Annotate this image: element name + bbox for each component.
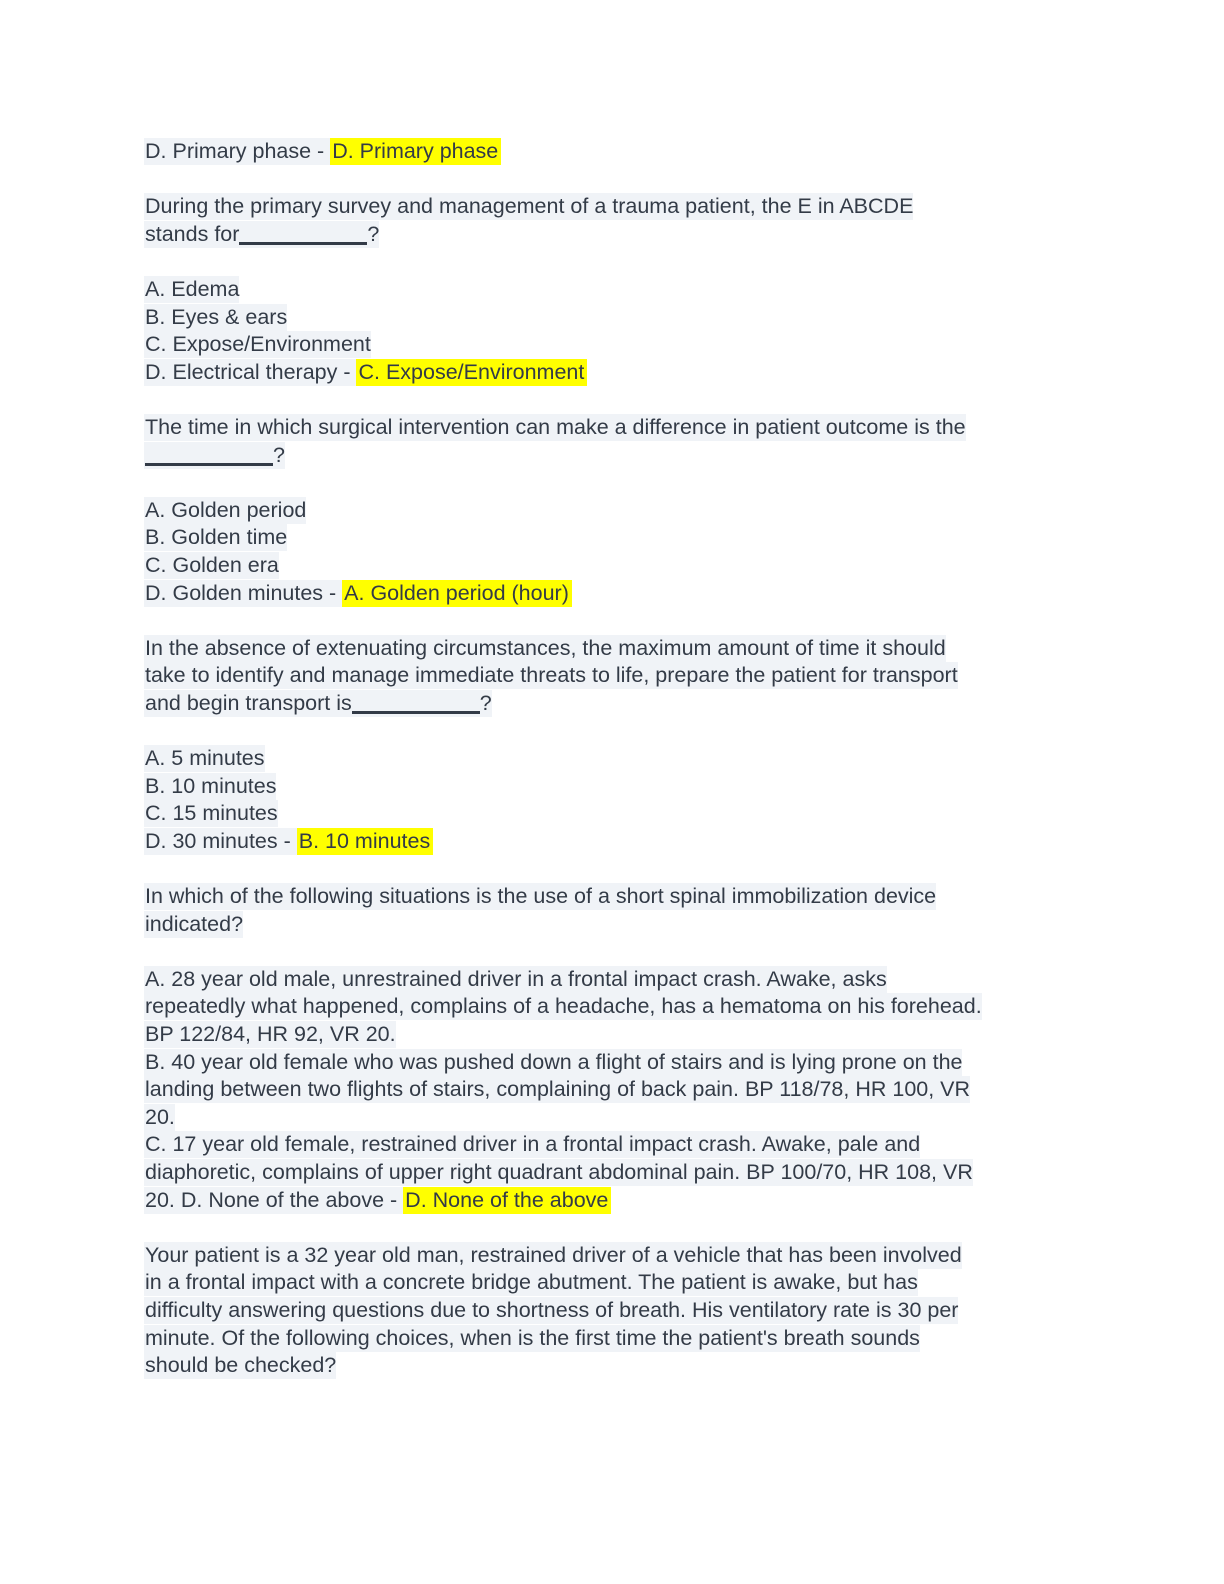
answer-highlight: C. Expose/Environment: [356, 359, 587, 386]
option-text: A. Golden period: [145, 497, 307, 522]
option-text: repeatedly what happened, complains of a headache, has a hematoma on his forehead.: [145, 994, 982, 1019]
answer-blank: [352, 711, 480, 714]
option-line: [144, 1021, 1104, 1049]
text-line: [144, 442, 1104, 470]
question-text-after-blank: ?: [367, 221, 380, 246]
question-block-breath-sounds: [144, 1242, 1104, 1380]
option-text: A. Edema: [145, 276, 240, 301]
option-line: [144, 745, 1104, 773]
option-text: C. Expose/Environment: [145, 332, 371, 357]
option-line: [144, 1104, 1104, 1132]
option-text: diaphoretic, complains of upper right quadrant abdominal pain. BP 100/70, HR 108, VR: [145, 1159, 973, 1184]
option-line: [144, 524, 1104, 552]
question-text-after-blank: ?: [479, 690, 492, 715]
option-line: [144, 993, 1104, 1021]
question-text: Your patient is a 32 year old man, restrained driver of a vehicle that has been involved: [145, 1242, 962, 1267]
option-line: [144, 1131, 1104, 1159]
option-line: [144, 966, 1104, 994]
text-line: [144, 883, 1104, 911]
option-line: [144, 276, 1104, 304]
answer-blank: [239, 242, 367, 245]
option-text: landing between two flights of stairs, complaining of back pain. BP 118/78, HR 100, VR: [145, 1077, 971, 1102]
option-text: 20.: [145, 1104, 175, 1129]
question-text: indicated?: [145, 911, 244, 936]
option-text: A. 5 minutes: [145, 746, 265, 771]
text-line: [144, 1325, 1104, 1353]
option-line: [144, 552, 1104, 580]
question-text: take to identify and manage immediate threats to life, prepare the patient for transport: [145, 663, 958, 688]
option-line: [144, 304, 1104, 332]
option-text: B. 10 minutes: [145, 773, 277, 798]
options-block-spinal-immobilization: [144, 966, 1104, 1214]
question-block-spinal-immobilization: [144, 883, 1104, 938]
option-text: BP 122/84, HR 92, VR 20.: [145, 1022, 396, 1046]
question-text: In the absence of extenuating circumstances, the maximum amount of time it should: [145, 635, 946, 660]
option-line: [144, 1049, 1104, 1077]
question-text: [144, 221, 379, 248]
question-text: The time in which surgical intervention can make a difference in patient outcome is the: [145, 414, 966, 439]
text-line: [144, 635, 1104, 663]
question-text-before-blank: stands for: [145, 221, 240, 246]
question-text: should be checked?: [145, 1353, 337, 1378]
answer-highlight: A. Golden period (hour): [342, 580, 572, 607]
option-line: [144, 773, 1104, 801]
option-text: C. Golden era: [145, 552, 279, 577]
option-text: A. 28 year old male, unrestrained driver in a frontal impact crash. Awake, asks: [145, 966, 887, 991]
answer-highlight: D. None of the above: [403, 1187, 611, 1214]
option-text: D. Electrical therapy -: [145, 359, 357, 384]
question-text: In which of the following situations is the use of a short spinal immobilization device: [145, 884, 937, 909]
option-line: [144, 800, 1104, 828]
question-text: minute. Of the following choices, when is the first time the patient's breath sounds: [145, 1325, 920, 1350]
option-line-with-answer: [144, 828, 1104, 856]
option-line-with-answer: [144, 1187, 1104, 1215]
answer-option-text: D. Primary phase -: [145, 139, 331, 163]
question-block-transport-time: [144, 635, 1104, 718]
question-text-after-blank: ?: [273, 442, 285, 467]
option-text: B. Eyes & ears: [145, 304, 288, 329]
option-text: B. Golden time: [145, 525, 288, 550]
options-block-abcde: [144, 276, 1104, 386]
question-block-golden-period: [144, 414, 1104, 469]
option-line: [144, 1159, 1104, 1187]
text-line: [144, 193, 1104, 221]
answer-blank: [145, 463, 273, 466]
text-line: [144, 221, 1104, 249]
question-text: [144, 690, 492, 717]
text-line: [144, 414, 1104, 442]
question-text: [144, 442, 285, 469]
question-block-abcde: [144, 193, 1104, 248]
question-text: in a frontal impact with a concrete bridge abutment. The patient is awake, but has: [145, 1270, 918, 1295]
carryover-answer-block: [144, 138, 1104, 166]
text-line: [144, 690, 1104, 718]
question-text: difficulty answering questions due to shortness of breath. His ventilatory rate is 30 per: [145, 1297, 959, 1322]
question-text: During the primary survey and management of a trauma patient, the E in ABCDE: [145, 194, 914, 219]
answer-highlight: D. Primary phase: [330, 138, 501, 165]
option-text: C. 15 minutes: [145, 801, 278, 826]
options-block-golden-period: [144, 497, 1104, 607]
text-line: [144, 1242, 1104, 1270]
option-text: D. 30 minutes -: [145, 828, 297, 853]
option-line: [144, 331, 1104, 359]
text-line: [144, 662, 1104, 690]
text-line: [144, 138, 1104, 166]
option-text: C. 17 year old female, restrained driver in a frontal impact crash. Awake, pale and: [145, 1132, 921, 1157]
option-line: [144, 497, 1104, 525]
option-text: D. Golden minutes -: [145, 580, 343, 605]
text-line: [144, 911, 1104, 939]
option-line: [144, 1076, 1104, 1104]
answer-highlight: B. 10 minutes: [297, 828, 433, 855]
options-block-transport-time: [144, 745, 1104, 855]
option-text: B. 40 year old female who was pushed down a flight of stairs and is lying prone on the: [145, 1049, 963, 1074]
option-text: 20. D. None of the above -: [145, 1187, 404, 1212]
text-line: [144, 1269, 1104, 1297]
option-line-with-answer: [144, 580, 1104, 608]
text-line: [144, 1297, 1104, 1325]
question-text-before-blank: and begin transport is: [145, 690, 352, 715]
option-line-with-answer: [144, 359, 1104, 387]
text-line: [144, 1352, 1104, 1380]
